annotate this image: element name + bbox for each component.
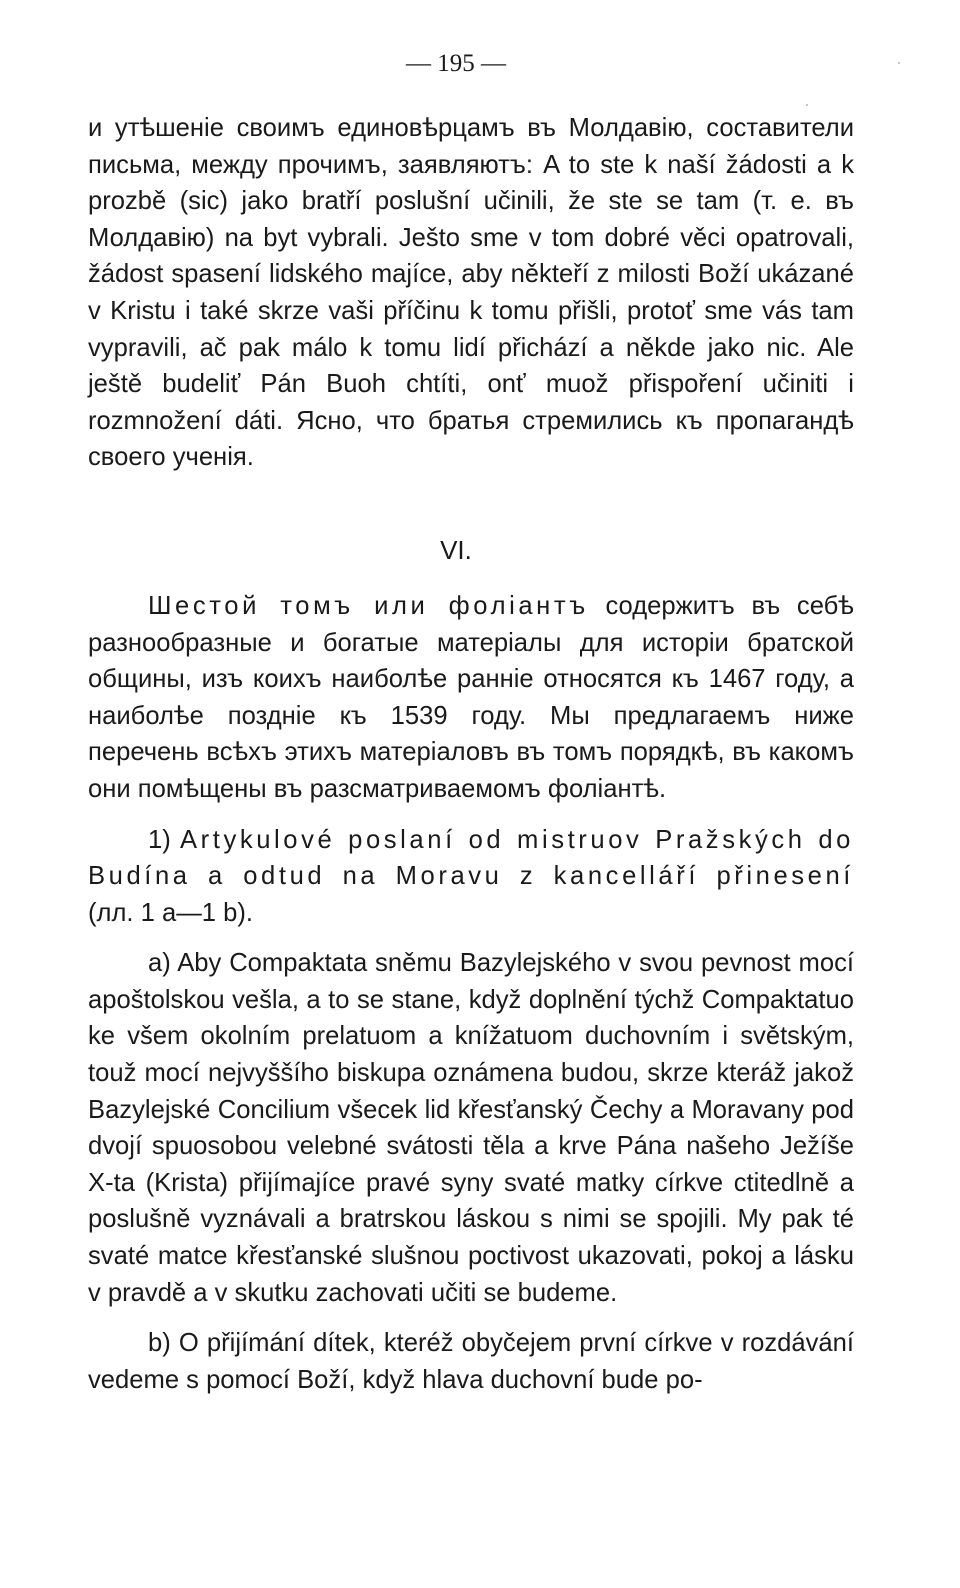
page: [88, 44, 854, 1398]
spaced-emphasis: Шестой томъ или фоліантъ: [148, 591, 589, 620]
paragraph-volume-six: [88, 588, 854, 808]
paragraph-text: содержитъ въ себѣ разнообразные и богатые матеріалы для исторіи братской общины, изъ коихъ наиболѣе ранніе относятся къ 1467 году, а наиболѣе поздніе къ 1539 году. Мы предлагаемъ ниже перечень всѣхъ этихъ матеріаловъ въ томъ порядкѣ, въ какомъ они помѣщены въ разсматриваемомъ фоліантѣ.: [88, 591, 854, 803]
item-folio: (лл. 1 a—1 b).: [88, 898, 253, 927]
item-title: Artykulové poslaní od mistruov Pražských do Budína a odtud na Moravu z kancelláří přinesení: [88, 825, 854, 891]
item-1: [88, 822, 854, 932]
item-a: a) Aby Compaktata sněmu Bazylejského v svou pevnost mocí apoštolskou vešla, a to se stane, když doplnění týchž Compaktatuo ke všem okolním prelatuom a knížatuom duchovním i světským, touž mocí nejvyššího biskupa oznámena budou, skrze kteráž jakož Bazylejské Concilium všecek lid křesťanský Čechy a Moravany pod dvojí spuosobou velebné svátosti těla a krve Pána našeho Ježíše X-ta (Krista) přijímajíce pravé syny svaté matky církve ctitedlně a poslušně vyznávali a bratrskou láskou s nimi se spojili. My pak té svaté matce křesťanské slušnou poctivost ukazovati, pokoj a lásku v pravdě a v skutku zachovati učiti se budeme.: [88, 949, 854, 1307]
paragraph-continuation: и утѣшеніе своимъ единовѣрцамъ въ Молдавію, составители письма, между прочимъ, заявляютъ: A to ste k naší žádosti a k prozbě (sic) jako bratří poslušní učinili, že ste se tam (т. е. въ Молдавію) na byt vybrali. Ješto sme v tom dobré věci opatrovali, žádost spasení lidského majíce, aby někteří z milosti Boží ukázané v Kristu i také skrze vaši příčinu k tomu přišli, protoť sme vás tam vypravili, ač pak málo k tomu lidí přichází a někde jako nic. Ale ještě budeliť Pán Buoh chtíti, onť muož přispoření učiniti i rozmnožení dáti. Ясно, что братья стремились къ пропагандѣ своего ученія.: [88, 114, 854, 472]
scan-speck: [806, 104, 808, 106]
scan-speck: [898, 62, 900, 64]
section-heading: VI.: [440, 534, 472, 565]
item-b: b) O přijímání dítek, kteréž obyčejem první církve v rozdávání vedeme s pomocí Boží, když hlava duchovní bude po-: [88, 1329, 854, 1394]
item-number: 1): [148, 825, 180, 854]
page-number: — 195 —: [406, 50, 506, 77]
